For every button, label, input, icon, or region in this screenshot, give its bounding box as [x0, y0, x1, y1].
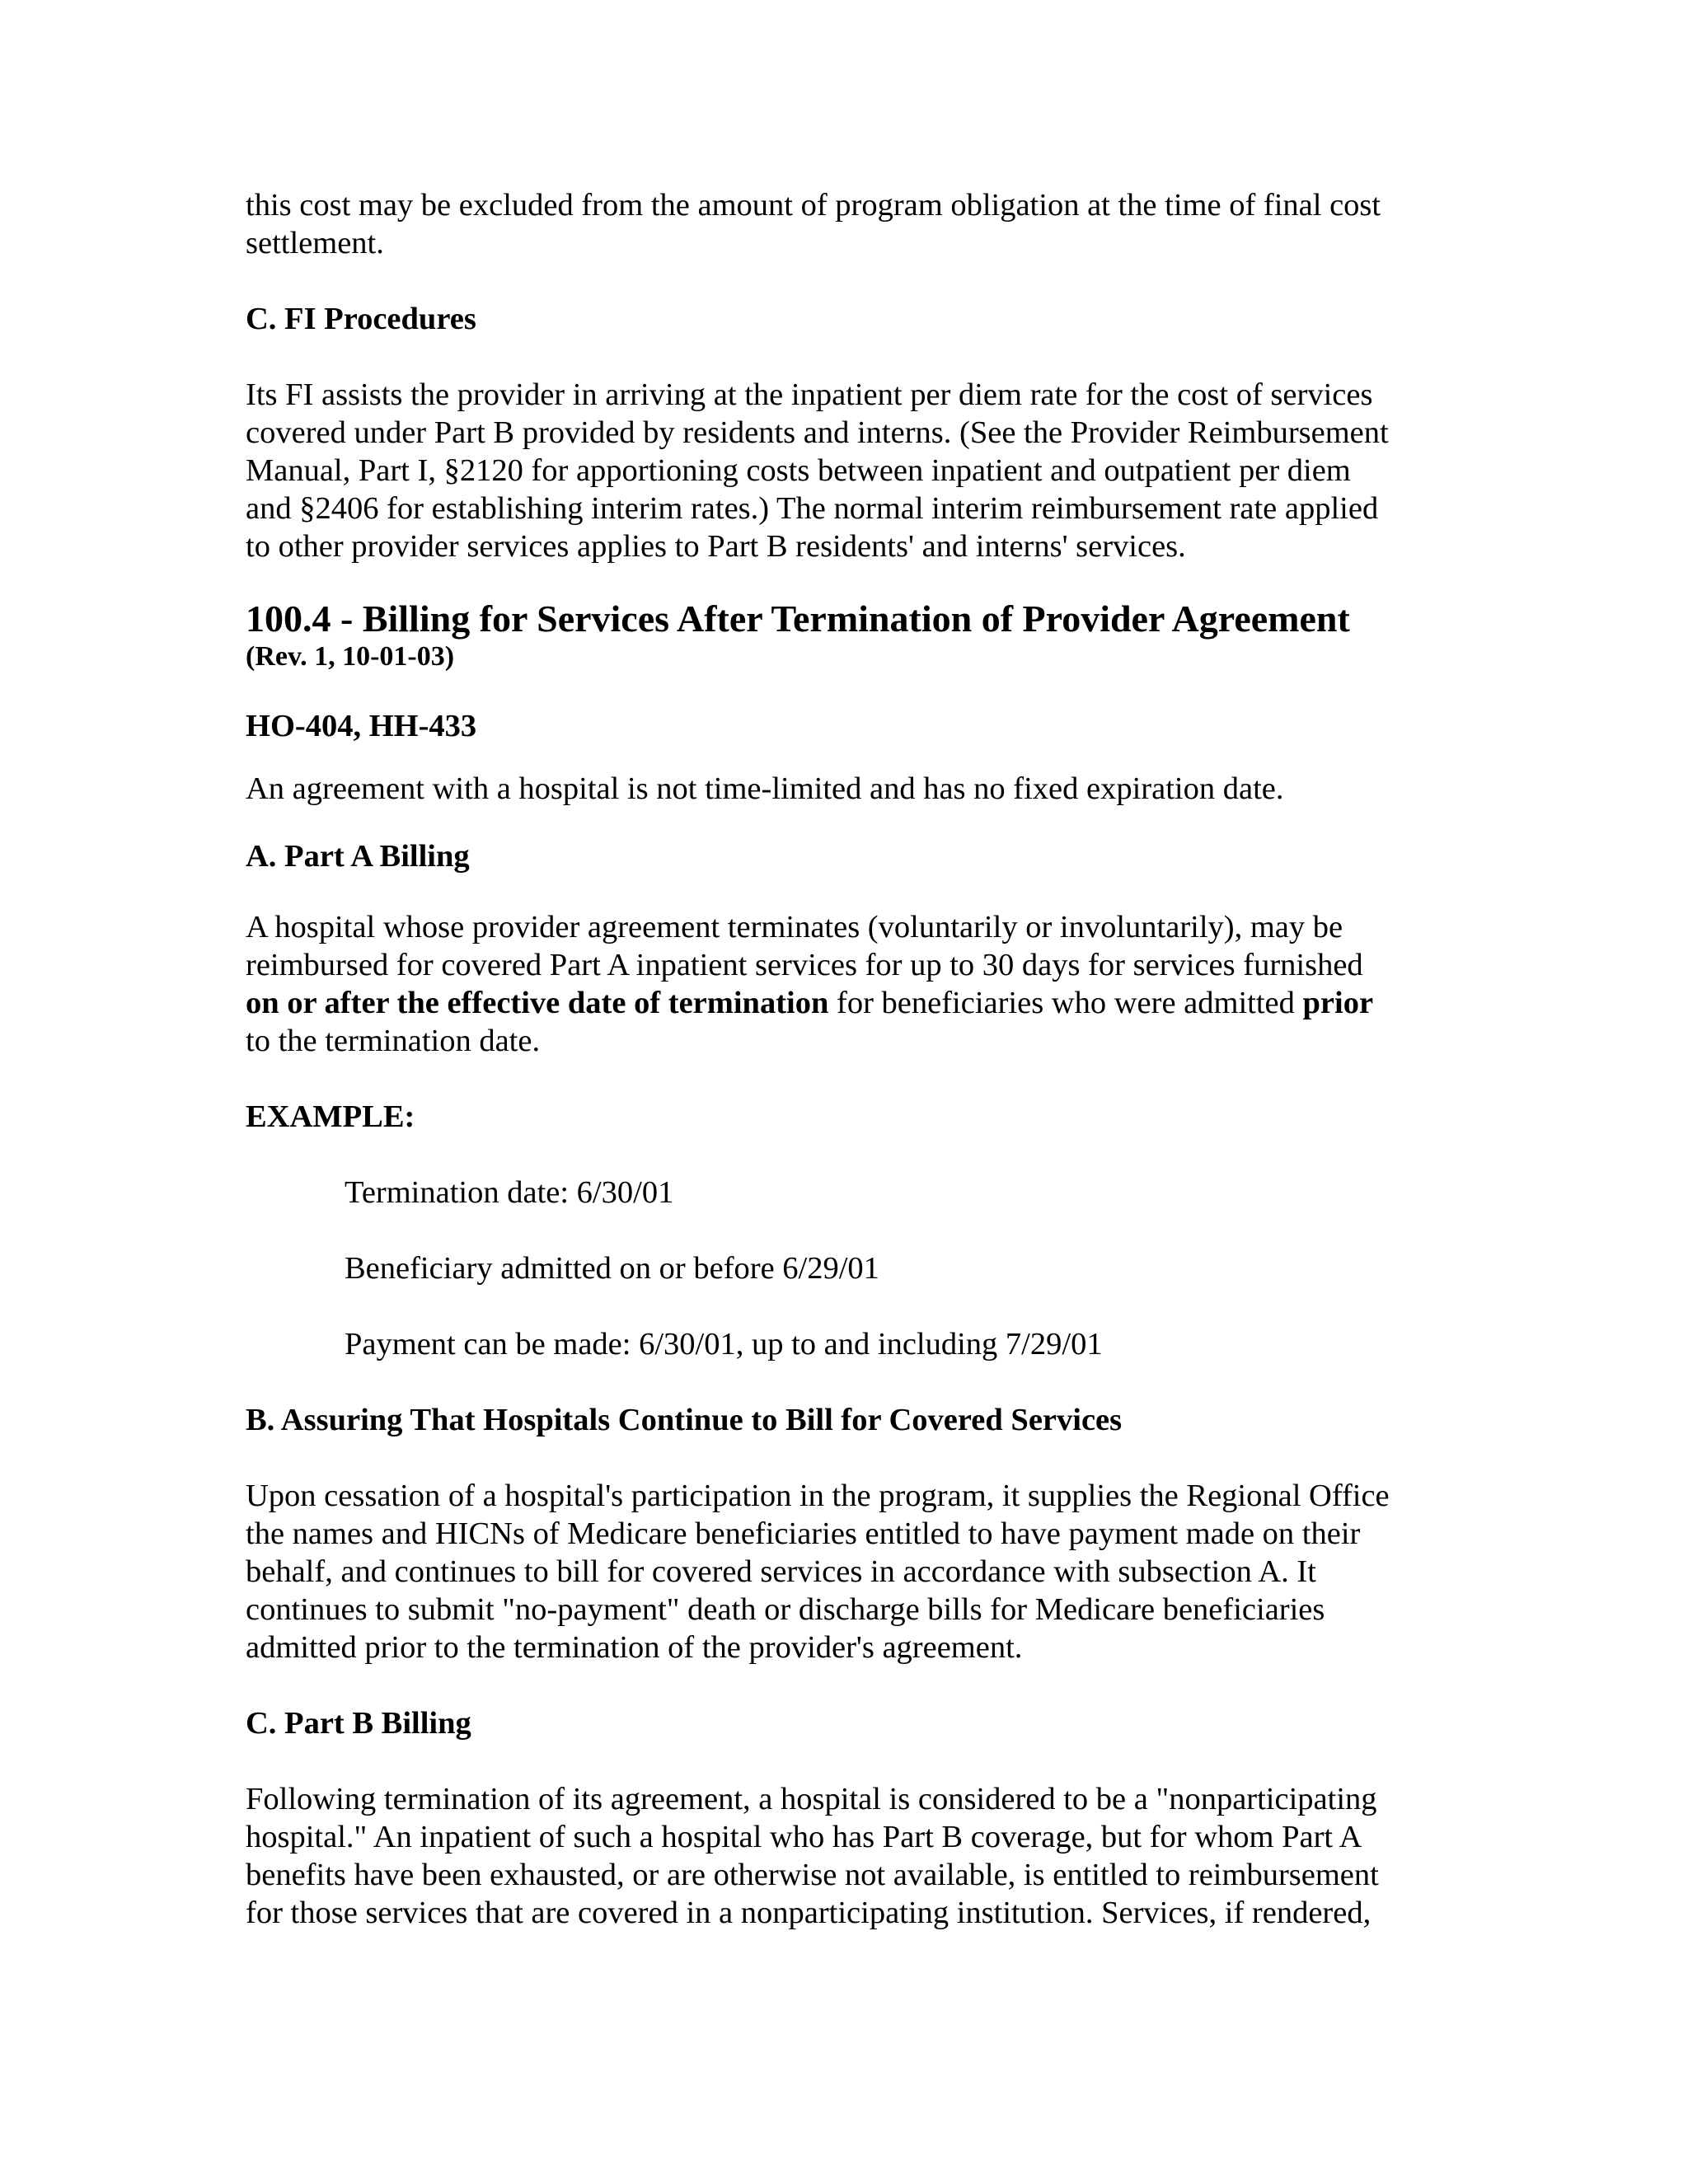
text-line: and §2406 for establishing interim rates.) The normal interim reimbursement rate applied — [246, 491, 1379, 526]
heading-fi-procedures: C. FI Procedures — [246, 302, 476, 336]
part-a-paragraph — [246, 908, 1465, 1060]
intro-paragraph — [246, 186, 1465, 262]
text-line: Upon cessation of a hospital's participation in the program, it supplies the Regional Office — [246, 1479, 1390, 1513]
text-line: admitted prior to the termination of the provider's agreement. — [246, 1630, 1023, 1665]
heading-part-b-billing: C. Part B Billing — [246, 1706, 471, 1741]
assuring-paragraph — [246, 1477, 1465, 1666]
text-line: hospital." An inpatient of such a hospital who has Part B coverage, but for whom Part A — [246, 1820, 1362, 1854]
text-line: Manual, Part I, §2120 for apportioning costs between inpatient and outpatient per diem — [246, 453, 1351, 488]
example-item: Termination date: 6/30/01 — [345, 1175, 674, 1210]
text-line: benefits have been exhausted, or are otherwise not available, is entitled to reimbursement — [246, 1858, 1379, 1892]
text-line: A hospital whose provider agreement terminates (voluntarily or involuntarily), may be — [246, 910, 1343, 944]
section-revision: (Rev. 1, 10-01-03) — [246, 641, 455, 672]
section-intro: An agreement with a hospital is not time-limited and has no fixed expiration date. — [246, 771, 1284, 806]
text-line: settlement. — [246, 226, 384, 260]
fi-procedures-paragraph — [246, 376, 1465, 565]
document-page — [246, 186, 1465, 1932]
heading-assuring-hospitals: B. Assuring That Hospitals Continue to Bill for Covered Services — [246, 1403, 1123, 1437]
text-line: the names and HICNs of Medicare beneficiaries entitled to have payment made on their — [246, 1516, 1361, 1551]
text-span: for beneficiaries who were admitted — [828, 986, 1303, 1020]
text-line: behalf, and continues to bill for covered services in accordance with subsection A. It — [246, 1554, 1316, 1589]
example-item: Beneficiary admitted on or before 6/29/01 — [345, 1251, 879, 1286]
heading-part-a-billing: A. Part A Billing — [246, 839, 470, 874]
section-title: 100.4 - Billing for Services After Termination of Provider Agreement — [246, 598, 1350, 640]
text-line: Following termination of its agreement, a hospital is considered to be a "nonparticipating — [246, 1782, 1377, 1816]
example-label: EXAMPLE: — [246, 1099, 415, 1134]
text-line: for those services that are covered in a nonparticipating institution. Services, if rendered, — [246, 1896, 1372, 1930]
example-item: Payment can be made: 6/30/01, up to and including 7/29/01 — [345, 1327, 1103, 1361]
text-line: continues to submit "no-payment" death or discharge bills for Medicare beneficiaries — [246, 1592, 1325, 1627]
text-line: to other provider services applies to Part B residents' and interns' services. — [246, 529, 1186, 564]
bold-phrase: on or after the effective date of termination — [246, 986, 829, 1020]
text-line: covered under Part B provided by residents and interns. (See the Provider Reimbursement — [246, 415, 1389, 450]
text-line: this cost may be excluded from the amount of program obligation at the time of final cost — [246, 188, 1381, 223]
bold-phrase: prior — [1302, 986, 1374, 1020]
part-b-billing-paragraph — [246, 1780, 1465, 1932]
section-references: HO-404, HH-433 — [246, 709, 477, 743]
text-line — [246, 984, 1465, 1022]
text-line: to the termination date. — [246, 1024, 541, 1058]
text-line: Its FI assists the provider in arriving at the inpatient per diem rate for the cost of services — [246, 377, 1373, 412]
text-line: reimbursed for covered Part A inpatient services for up to 30 days for services furnished — [246, 948, 1363, 982]
